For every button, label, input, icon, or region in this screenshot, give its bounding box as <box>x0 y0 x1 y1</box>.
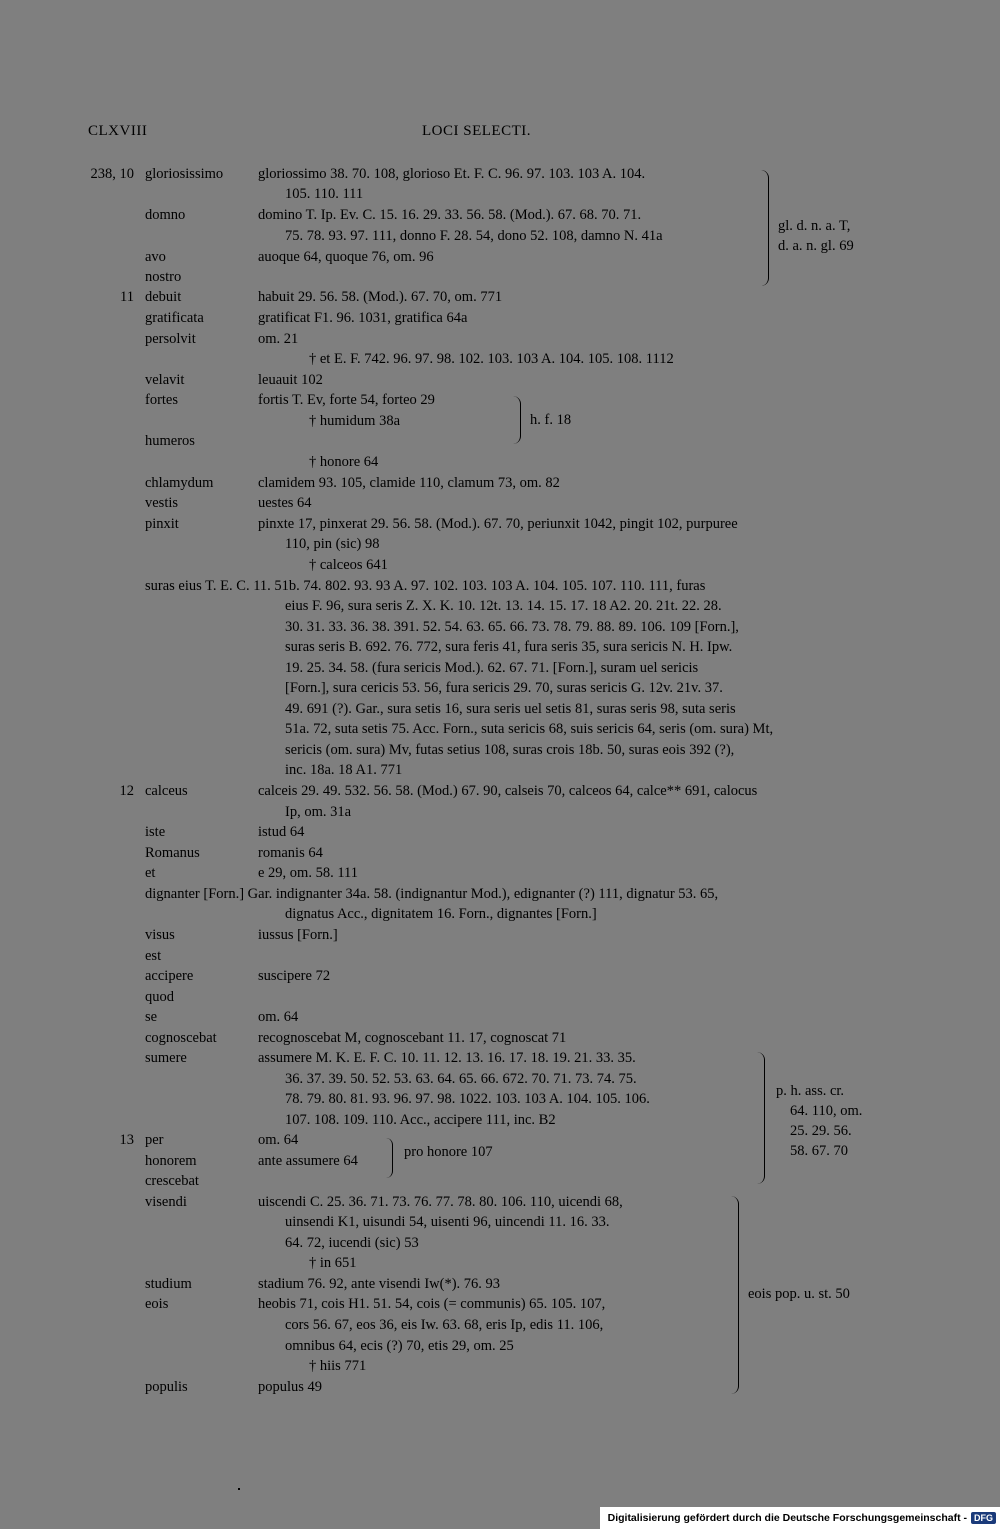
variant-readings: om. 21 <box>258 331 299 347</box>
continuation: 75. 78. 93. 97. 111, donno F. 28. 54, dono 52. 108, damno N. 41a <box>285 228 663 244</box>
lemma: accipere <box>145 968 194 984</box>
speck-mark <box>238 1488 240 1490</box>
side-note-phass-2: 64. 110, om. <box>790 1103 863 1119</box>
page-title: LOCI SELECTI. <box>422 123 531 139</box>
lemma: quod <box>145 989 174 1005</box>
lemma: domno <box>145 207 186 223</box>
variant-readings: romanis 64 <box>258 845 323 861</box>
continuation: 51a. 72, suta setis 75. Acc. Forn., suta sericis 68, suis sericis 64, seris (om. sura) Mt, <box>285 721 774 737</box>
lemma: iste <box>145 824 166 840</box>
continuation: eius F. 96, sura seris Z. X. K. 10. 12t. 13. 14. 15. 17. 18 A2. 20. 21t. 22. 28. <box>285 598 722 614</box>
variant-readings: habuit 29. 56. 58. (Mod.). 67. 70, om. 771 <box>258 289 503 305</box>
lemma: chlamydum <box>145 475 214 491</box>
variant-readings: stadium 76. 92, ante visendi Iw(*). 76. 93 <box>258 1276 501 1292</box>
lemma: velavit <box>145 372 185 388</box>
lemma: se <box>145 1009 158 1025</box>
side-note-gl-1: gl. d. n. a. T, <box>778 218 851 234</box>
lemma: est <box>145 948 162 964</box>
variant-readings: gloriossimo 38. 70. 108, glorioso Et. F. C. 96. 97. 103. 103 A. 104. <box>258 166 646 182</box>
lemma: humeros <box>145 433 195 449</box>
variant-readings: populus 49 <box>258 1379 323 1395</box>
dagger-note: † honore 64 <box>309 454 379 470</box>
variant-readings: iussus [Forn.] <box>258 927 338 943</box>
lemma: visendi <box>145 1194 187 1210</box>
variant-readings: istud 64 <box>258 824 305 840</box>
lemma: gratificata <box>145 310 204 326</box>
page-number: CLXVIII <box>88 123 148 139</box>
continuation: omnibus 64, ecis (?) 70, etis 29, om. 25 <box>285 1338 514 1354</box>
continuation: 107. 108. 109. 110. Acc., accipere 111, inc. B2 <box>285 1112 556 1128</box>
variant-readings: uiscendi C. 25. 36. 71. 73. 76. 77. 78. 80. 106. 110, uicendi 68, <box>258 1194 623 1210</box>
variant-readings: calceis 29. 49. 532. 56. 58. (Mod.) 67. 90, calseis 70, calceos 64, calce** 691, calocus <box>258 783 758 799</box>
lemma: honorem <box>145 1153 197 1169</box>
brace-hf <box>512 396 521 444</box>
line-number: 13 <box>119 1132 134 1148</box>
continuation: sericis (om. sura) Mv, futas setius 108, suras crois 18b. 50, suras eois 392 (?), <box>285 742 735 758</box>
continuation: suras seris B. 692. 76. 772, sura feris 41, fura seris 35, sura sericis N. H. Ipw. <box>285 639 733 655</box>
lemma: studium <box>145 1276 192 1292</box>
lemma: calceus <box>145 783 188 799</box>
lemma: fortes <box>145 392 179 408</box>
variant-readings: om. 64 <box>258 1009 299 1025</box>
footer-text: Digitalisierung gefördert durch die Deutsche Forschungsgemeinschaft - <box>607 1512 967 1524</box>
variant-readings: e 29, om. 58. 111 <box>258 865 359 881</box>
variant-readings: assumere M. K. E. F. C. 10. 11. 12. 13. 16. 17. 18. 19. 21. 33. 35. <box>258 1050 636 1066</box>
side-note-eois: eois pop. u. st. 50 <box>748 1286 850 1302</box>
variant-readings: pinxte 17, pinxerat 29. 56. 58. (Mod.). 67. 70, periunxit 1042, pingit 102, purpuree <box>258 516 738 532</box>
side-note-phass-3: 25. 29. 56. <box>790 1123 852 1139</box>
side-note-phass-1: p. h. ass. cr. <box>776 1083 845 1099</box>
dagger-note: † et E. F. 742. 96. 97. 98. 102. 103. 103 A. 104. 105. 108. 1112 <box>309 351 674 367</box>
side-note-phass-4: 58. 67. 70 <box>790 1143 848 1159</box>
lemma: cognoscebat <box>145 1030 217 1046</box>
variant-readings: suscipere 72 <box>258 968 331 984</box>
lemma: crescebat <box>145 1173 199 1189</box>
lemma: per <box>145 1132 164 1148</box>
line-number: 11 <box>120 289 134 305</box>
lemma: debuit <box>145 289 182 305</box>
brace-pro-honore <box>386 1138 393 1178</box>
dagger-note: † hiis 771 <box>309 1358 367 1374</box>
continuation: Ip, om. 31a <box>285 804 352 820</box>
lemma: avo <box>145 249 166 265</box>
line-number: 238, 10 <box>90 166 134 182</box>
continuation: 19. 25. 34. 58. (fura sericis Mod.). 62. 67. 71. [Forn.], suram uel sericis <box>285 660 699 676</box>
dagger-note: † in 651 <box>309 1255 357 1271</box>
lemma: populis <box>145 1379 188 1395</box>
lemma: et <box>145 865 156 881</box>
lemma: sumere <box>145 1050 187 1066</box>
continuation: uinsendi K1, uisundi 54, uisenti 96, uincendi 11. 16. 33. <box>285 1214 610 1230</box>
side-note-hf: h. f. 18 <box>530 412 572 428</box>
lemma: persolvit <box>145 331 196 347</box>
full-entry: suras eius T. E. C. 11. 51b. 74. 802. 93. 93 A. 97. 102. 103. 103 A. 104. 105. 107. 110. 111, furas <box>145 578 706 594</box>
variant-readings: leuauit 102 <box>258 372 323 388</box>
continuation: 64. 72, iucendi (sic) 53 <box>285 1235 419 1251</box>
lemma: Romanus <box>145 845 200 861</box>
variant-readings: heobis 71, cois H1. 51. 54, cois (= communis) 65. 105. 107, <box>258 1296 606 1312</box>
continuation: 30. 31. 33. 36. 38. 391. 52. 54. 63. 65. 66. 73. 78. 79. 88. 89. 106. 109 [Forn.], <box>285 619 739 635</box>
continuation: 49. 691 (?). Gar., sura setis 16, sura seris uel setis 81, suras seris 98, suta seris <box>285 701 736 717</box>
continuation: dignatus Acc., dignitatem 16. Forn., dignantes [Forn.] <box>285 906 597 922</box>
brace-gl <box>760 170 769 286</box>
brace-phass <box>756 1052 765 1184</box>
lemma: vestis <box>145 495 179 511</box>
side-note-pro-honore: pro honore 107 <box>404 1144 493 1160</box>
lemma: visus <box>145 927 175 943</box>
continuation: 36. 37. 39. 50. 52. 53. 63. 64. 65. 66. 672. 70. 71. 73. 74. 75. <box>285 1071 637 1087</box>
variant-readings: recognoscebat M, cognoscebant 11. 17, cognoscat 71 <box>258 1030 567 1046</box>
side-note-gl-2: d. a. n. gl. 69 <box>778 238 854 254</box>
continuation: 110, pin (sic) 98 <box>285 536 380 552</box>
dfg-footer <box>600 1507 1000 1529</box>
full-entry: dignanter [Forn.] Gar. indignanter 34a. 58. (indignantur Mod.), edignanter (?) 111, dignatur 53. 65, <box>145 886 719 902</box>
continuation: 105. 110. 111 <box>285 186 364 202</box>
lemma: eois <box>145 1296 169 1312</box>
variant-readings: auoque 64, quoque 76, om. 96 <box>258 249 434 265</box>
variant-readings: ante assumere 64 <box>258 1153 358 1169</box>
variant-readings: domino T. Ip. Ev. C. 15. 16. 29. 33. 56. 58. (Mod.). 67. 68. 70. 71. <box>258 207 642 223</box>
lemma: gloriosissimo <box>145 166 224 182</box>
lemma: pinxit <box>145 516 179 532</box>
dfg-logo-icon: DFG <box>971 1512 996 1524</box>
lemma: nostro <box>145 269 182 285</box>
variant-readings: clamidem 93. 105, clamide 110, clamum 73, om. 82 <box>258 475 560 491</box>
continuation: inc. 18a. 18 A1. 771 <box>285 762 403 778</box>
continuation: 78. 79. 80. 81. 93. 96. 97. 98. 1022. 103. 103 A. 104. 105. 106. <box>285 1091 650 1107</box>
line-number: 12 <box>119 783 134 799</box>
dagger-note: † humidum 38a <box>309 413 401 429</box>
dagger-note: † calceos 641 <box>309 557 388 573</box>
continuation: [Forn.], sura cericis 53. 56, fura sericis 29. 70, suras sericis G. 12v. 21v. 37. <box>285 680 723 696</box>
continuation: cors 56. 67, eos 36, eis Iw. 63. 68, eris Ip, edis 11. 106, <box>285 1317 604 1333</box>
brace-eois <box>730 1196 739 1394</box>
variant-readings: fortis T. Ev, forte 54, forteo 29 <box>258 392 435 408</box>
variant-readings: uestes 64 <box>258 495 312 511</box>
variant-readings: gratificat F1. 96. 1031, gratifica 64a <box>258 310 468 326</box>
variant-readings: om. 64 <box>258 1132 299 1148</box>
